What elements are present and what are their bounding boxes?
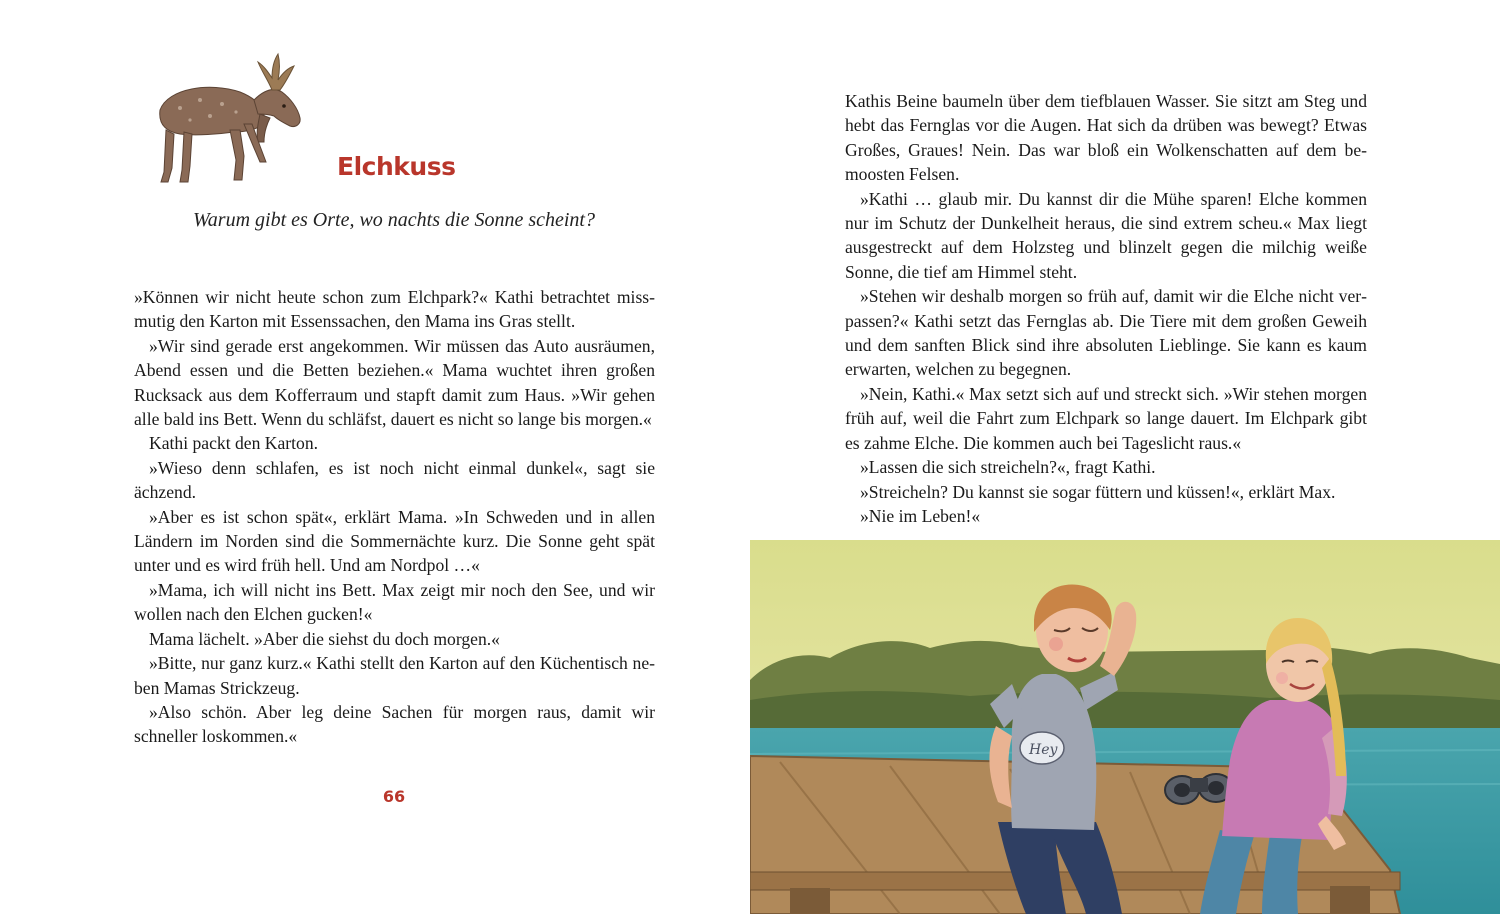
paragraph: »Nie im Leben!« xyxy=(860,505,981,526)
paragraph: »Nein, Kathi.« Max setzt sich auf und streckt sich. »Wir stehen morgen früh auf, weil die Fahrt zum Elchpark so lange dauert. Im Elchpark gibt es zahme Elche. Die kommen auch bei Tageslicht raus.« xyxy=(845,383,1367,453)
moose-illustration xyxy=(140,52,310,192)
paragraph: »Können wir nicht heute schon zum Elchpark?« Kathi betrachtet missmutig den Karton mit Essenssachen, den Mama ins Gras stellt. xyxy=(134,287,655,332)
chapter-subtitle: Warum gibt es Orte, wo nachts die Sonne scheint? xyxy=(192,209,595,231)
paragraph: »Mama, ich will nicht ins Bett. Max zeigt mir noch den See, und wir wollen nach den Elchen gucken!« xyxy=(134,579,655,625)
page-number: 66 xyxy=(382,787,406,806)
right-body-text xyxy=(845,89,1367,528)
dock-illustration xyxy=(750,540,1500,914)
paragraph: »Stehen wir deshalb morgen so früh auf, damit wir die Elche nicht verpassen?« Kathi setzt das Fernglas ab. Die Tiere mit dem großen Geweih und dem sanften Blick sind ihre absoluten Lieblinge. Sie kann es kaum erwarten, welchen zu begegnen. xyxy=(845,286,1367,380)
paragraph: »Aber es ist schon spät«, erklärt Mama. »In Schweden und in allen Ländern im Norden sind die Sommernächte kurz. Die Sonne geht spät unter und es wird früh hell. Und am Nordpol …« xyxy=(134,506,655,576)
paragraph: »Streicheln? Du kannst sie sogar füttern und küssen!«, erklärt Max. xyxy=(860,481,1336,502)
paragraph: »Lassen die sich streicheln?«, fragt Kathi. xyxy=(860,457,1156,478)
paragraph: Kathi packt den Karton. xyxy=(149,433,319,454)
chapter-title: Elchkuss xyxy=(337,152,456,181)
paragraph: »Also schön. Aber leg deine Sachen für morgen raus, damit wir schneller loskommen.« xyxy=(134,701,655,747)
paragraph: »Wieso denn schlafen, es ist noch nicht einmal dunkel«, sagt sie ächzend. xyxy=(134,457,655,503)
right-page xyxy=(750,0,1500,914)
left-body-text xyxy=(134,285,655,749)
paragraph: »Wir sind gerade erst angekommen. Wir müssen das Auto ausräumen, Abend essen und die Betten beziehen.« Mama wuchtet ihren großen Rucksack aus dem Kofferraum und stapft damit zum Haus. »Wir gehen alle bald ins Bett. Wenn du schläfst, dauert es nicht so lange bis morgen.« xyxy=(134,335,655,430)
paragraph: Mama lächelt. »Aber die siehst du doch morgen.« xyxy=(149,628,500,649)
paragraph: »Bitte, nur ganz kurz.« Kathi stellt den Karton auf den Küchentisch neben Mamas Strickzeug. xyxy=(134,653,655,698)
paragraph: »Kathi … glaub mir. Du kannst dir die Mühe sparen! Elche kommen nur im Schutz der Dunkelheit heraus, die sind extrem scheu.« Max liegt ausgestreckt auf dem Holzsteg und blinzelt gegen die milchig weiße Sonne, die tief am Himmel steht. xyxy=(845,188,1367,282)
shirt-lettering: Hey xyxy=(1029,742,1058,758)
paragraph: Kathis Beine baumeln über dem tiefblauen Wasser. Sie sitzt am Steg und hebt das Fernglas vor die Augen. Hat sich da drüben was bewegt? Etwas Großes, Graues! Nein. Das war bloß ein Wolkenschatten auf dem bemoosten Felsen. xyxy=(845,91,1367,185)
